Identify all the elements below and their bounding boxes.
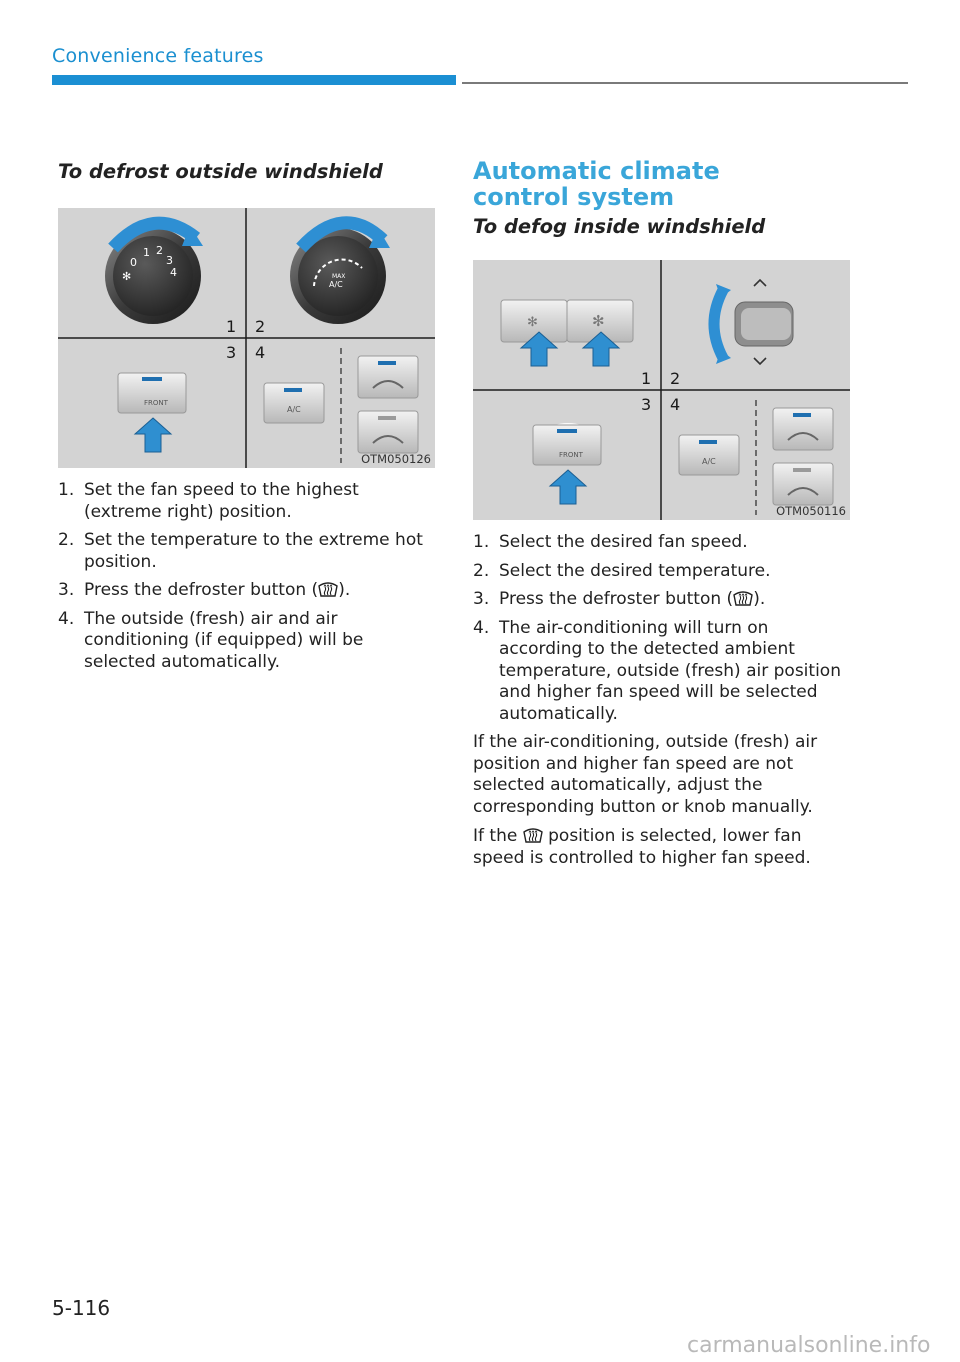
step-number: 4. (58, 608, 75, 629)
list-item (473, 561, 853, 583)
fan-speed-buttons (501, 300, 633, 342)
paragraph-manual-adjust: If the air-conditioning, outside (fresh) air position and higher fan speed are not selected automatically, adjust the corresponding button or knob manually. (473, 732, 818, 817)
header-accent-bar (52, 75, 456, 85)
fan-icon: ✻ (122, 270, 132, 283)
ac-label: A/C (702, 457, 716, 466)
knob-tick-1: 1 (143, 246, 150, 259)
figure-label-1: 1 (641, 369, 652, 388)
list-item (58, 480, 438, 523)
left-column (58, 158, 438, 680)
knob-tick-4: 4 (170, 266, 177, 279)
page-number: 5-116 (52, 1296, 111, 1320)
fresh-air-button (773, 408, 833, 450)
list-item (473, 618, 853, 726)
list-item (58, 580, 438, 602)
step-number: 2. (58, 530, 75, 550)
step-text-pre: Press the defroster button ( (499, 589, 734, 609)
figure-label-1: 1 (226, 317, 237, 336)
step-text: Set the temperature to the extreme hot position. (84, 530, 423, 572)
fan-icon: ✻ (527, 315, 538, 330)
fresh-air-button (358, 356, 418, 398)
figure-illustration (58, 208, 435, 468)
figure-code: OTM050126 (361, 452, 431, 466)
list-item (58, 530, 438, 573)
knob-tick-3: 3 (166, 254, 173, 267)
list-item (473, 589, 853, 611)
para-text-pre: If the (473, 826, 518, 846)
figure-label-3: 3 (226, 343, 237, 362)
right-subheading: To defog inside windshield (473, 215, 766, 238)
right-column (473, 158, 853, 877)
step-number: 1. (473, 532, 490, 552)
step-text: The outside (fresh) air and air conditioning (if equipped) will be selected automatically. (84, 608, 364, 672)
defroster-icon (523, 827, 543, 844)
figure-code: OTM050116 (776, 504, 846, 518)
figure-label-4: 4 (255, 343, 266, 362)
front-defrost-button (118, 373, 186, 413)
knob-max-text: MAX (332, 273, 346, 280)
step-text-post: ). (753, 589, 766, 609)
fan-icon: ✻ (592, 312, 605, 330)
section-title: Convenience features (52, 45, 264, 67)
front-label: FRONT (559, 451, 583, 459)
figure-label-4: 4 (670, 395, 681, 414)
defroster-icon (318, 581, 338, 598)
step-number: 1. (58, 480, 75, 500)
left-steps (58, 480, 438, 673)
step-text: Set the fan speed to the highest (extreme right) position. (84, 480, 359, 522)
figure-label-3: 3 (641, 395, 652, 414)
recirculation-button (773, 463, 833, 505)
header-rule (462, 82, 908, 84)
recirculation-button (358, 411, 418, 453)
figure-defog-inside (473, 260, 850, 520)
left-subheading: To defrost outside windshield (58, 160, 383, 183)
front-defrost-button (533, 423, 601, 465)
ac-button (679, 435, 739, 475)
list-item (58, 609, 438, 674)
step-text-post: ). (338, 580, 351, 600)
step-text: The air-conditioning will turn on according to the detected ambient temperature, outside (fresh) air position and higher fan speed will be selected automatically. (499, 617, 841, 724)
figure-label-2: 2 (670, 369, 681, 388)
defroster-icon (733, 590, 753, 607)
step-number: 3. (473, 589, 490, 609)
ac-label: A/C (287, 405, 301, 414)
step-text: Select the desired temperature. (499, 560, 771, 581)
right-heading: Automatic climate control system (473, 157, 720, 211)
knob-tick-2: 2 (156, 244, 163, 257)
front-label: FRONT (144, 399, 168, 407)
ac-button (264, 383, 324, 423)
figure-illustration (473, 260, 850, 520)
figure-label-2: 2 (255, 317, 266, 336)
list-item (473, 532, 853, 554)
paragraph-fan-speed (473, 826, 853, 869)
step-number: 2. (473, 560, 490, 581)
watermark-text: carmanualsonline.info (687, 1333, 931, 1358)
knob-ac-text: A/C (329, 280, 343, 289)
right-steps (473, 532, 853, 725)
step-number: 4. (473, 617, 490, 638)
para-text-post: position is selected, lower fan speed is controlled to higher fan speed. (473, 826, 811, 868)
step-text: Select the desired fan speed. (499, 532, 748, 552)
figure-defrost-outside (58, 208, 435, 468)
step-number: 3. (58, 580, 75, 600)
knob-tick-0: 0 (130, 256, 137, 269)
step-text-pre: Press the defroster button ( (84, 580, 319, 600)
